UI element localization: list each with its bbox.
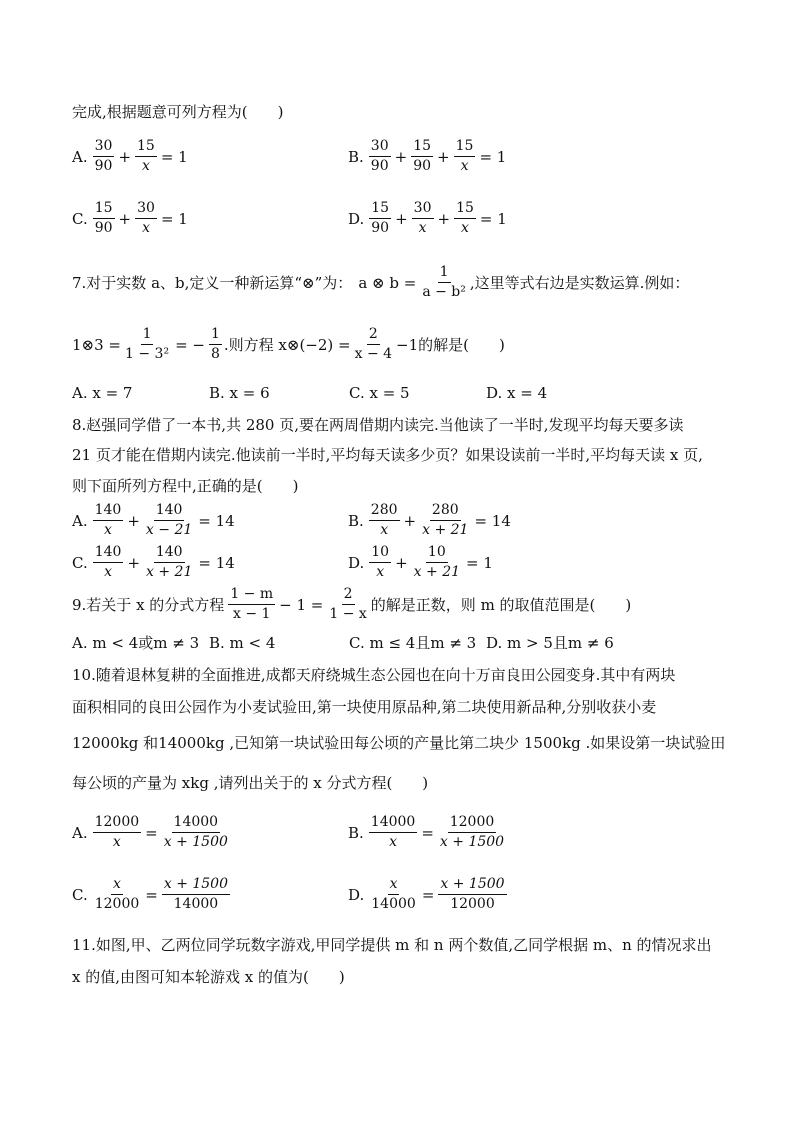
- q6-stem-tail: 完成,根据题意可列方程为( ): [72, 103, 284, 121]
- q8-option-d: D. $\frac{10}{x}$ + $\frac{10}{x + 21}$ = 1: [348, 544, 493, 580]
- q7-option-b: B. x = 6: [209, 384, 270, 402]
- q7-definition: a ⊗ b =: [358, 273, 417, 292]
- q6-option-c: C. $\frac{15}{90}$ + $\frac{30}{x}$ = 1: [72, 200, 188, 236]
- q9-option-d: D. m > 5且m ≠ 6: [486, 634, 614, 652]
- q10-line-2: 面积相同的良田公园作为小麦试验田,第一块使用原品种,第二块使用新品种,分别收获小麦: [72, 698, 657, 716]
- q8-option-b: B. $\frac{280}{x}$ + $\frac{280}{x + 21}$ = 14: [348, 502, 511, 538]
- q10-option-d: D. $\frac{x}{14000}$ = $\frac{x + 1500}{12000}$: [348, 876, 505, 912]
- q10-line-3: 12000kg 和14000kg ,已知第一块试验田每公顷的产量比第二块少 1500kg .如果设第一块试验田: [72, 734, 726, 752]
- q10-line-1: 10.随着退林复耕的全面推进,成都天府绕城生态公园也在向十万亩良田公园变身.其中有两块: [72, 666, 676, 684]
- q6-option-d: D. $\frac{15}{90}$ + $\frac{30}{x}$ + $\frac{15}{x}$ = 1: [348, 200, 507, 236]
- q9-option-a: A. m < 4或m ≠ 3: [72, 634, 200, 652]
- q8-line-2: 21 页才能在借期内读完.他读前一半时,平均每天读多少页？如果设读前一半时,平均每天读 x 页,: [72, 446, 703, 464]
- q7-option-a: A. x = 7: [72, 384, 133, 402]
- q10-line-4: 每公顷的产量为 xkg ,请列出关于的 x 分式方程( ): [72, 774, 429, 792]
- q9-option-c: C. m ≤ 4且m ≠ 3: [349, 634, 477, 652]
- q11-line-2: x 的值,由图可知本轮游戏 x 的值为( ): [72, 968, 345, 986]
- q10-option-a: A. $\frac{12000}{x}$ = $\frac{14000}{x + 1500}$: [72, 814, 228, 850]
- q8-line-1: 8.赵强同学借了一本书,共 280 页,要在两周借期内读完.当他读了一半时,发现平均每天要多读: [72, 416, 684, 434]
- q8-line-3: 则下面所列方程中,正确的是( ): [72, 477, 299, 495]
- q10-option-b: B. $\frac{14000}{x}$ = $\frac{12000}{x + 1500}$: [348, 814, 505, 850]
- q7-example: 1⊗3 = $\frac{1}{\text{1 − 3²}}$ = − $\frac{1}{8}$ .则方程 x⊗(−2) = $\frac{2}{x - 4}$ −1的解是( ): [72, 326, 505, 362]
- q6-option-a: A. $\frac{30}{90}$ + $\frac{15}{x}$ = 1: [72, 138, 188, 174]
- q10-option-c: C. $\frac{x}{12000}$ = $\frac{x + 1500}{14000}$: [72, 876, 228, 912]
- q6-option-b: B. $\frac{30}{90}$ + $\frac{15}{90}$ + $\frac{15}{x}$ = 1: [348, 138, 507, 174]
- q7-stem: [72, 264, 689, 301]
- q7-option-c: C. x = 5: [349, 384, 410, 402]
- q8-option-a: A. $\frac{140}{x}$ + $\frac{140}{x - 21}$ = 14: [72, 502, 235, 538]
- q11-line-1: 11.如图,甲、乙两位同学玩数字游戏,甲同学提供 m 和 n 两个数值,乙同学根据 m、n 的情况求出: [72, 936, 712, 954]
- q7-line1-post: ,这里等式右边是实数运算.例如：: [469, 274, 690, 292]
- q9-stem: 9.若关于 x 的分式方程 $\frac{1 - m}{x - 1}$ − 1 = $\frac{2}{1 - x}$ 的解是正数，则 m 的取值范围是( ): [72, 586, 632, 622]
- q9-option-b: B. m < 4: [209, 634, 276, 652]
- q7-def-fraction: $\frac{1}{\text{a − b²}}$: [422, 264, 466, 300]
- q7-option-d: D. x = 4: [486, 384, 548, 402]
- q7-line1-pre: 7.对于实数 a、b,定义一种新运算“⊗”为：: [72, 274, 353, 292]
- q8-option-c: C. $\frac{140}{x}$ + $\frac{140}{x + 21}$ = 14: [72, 544, 235, 580]
